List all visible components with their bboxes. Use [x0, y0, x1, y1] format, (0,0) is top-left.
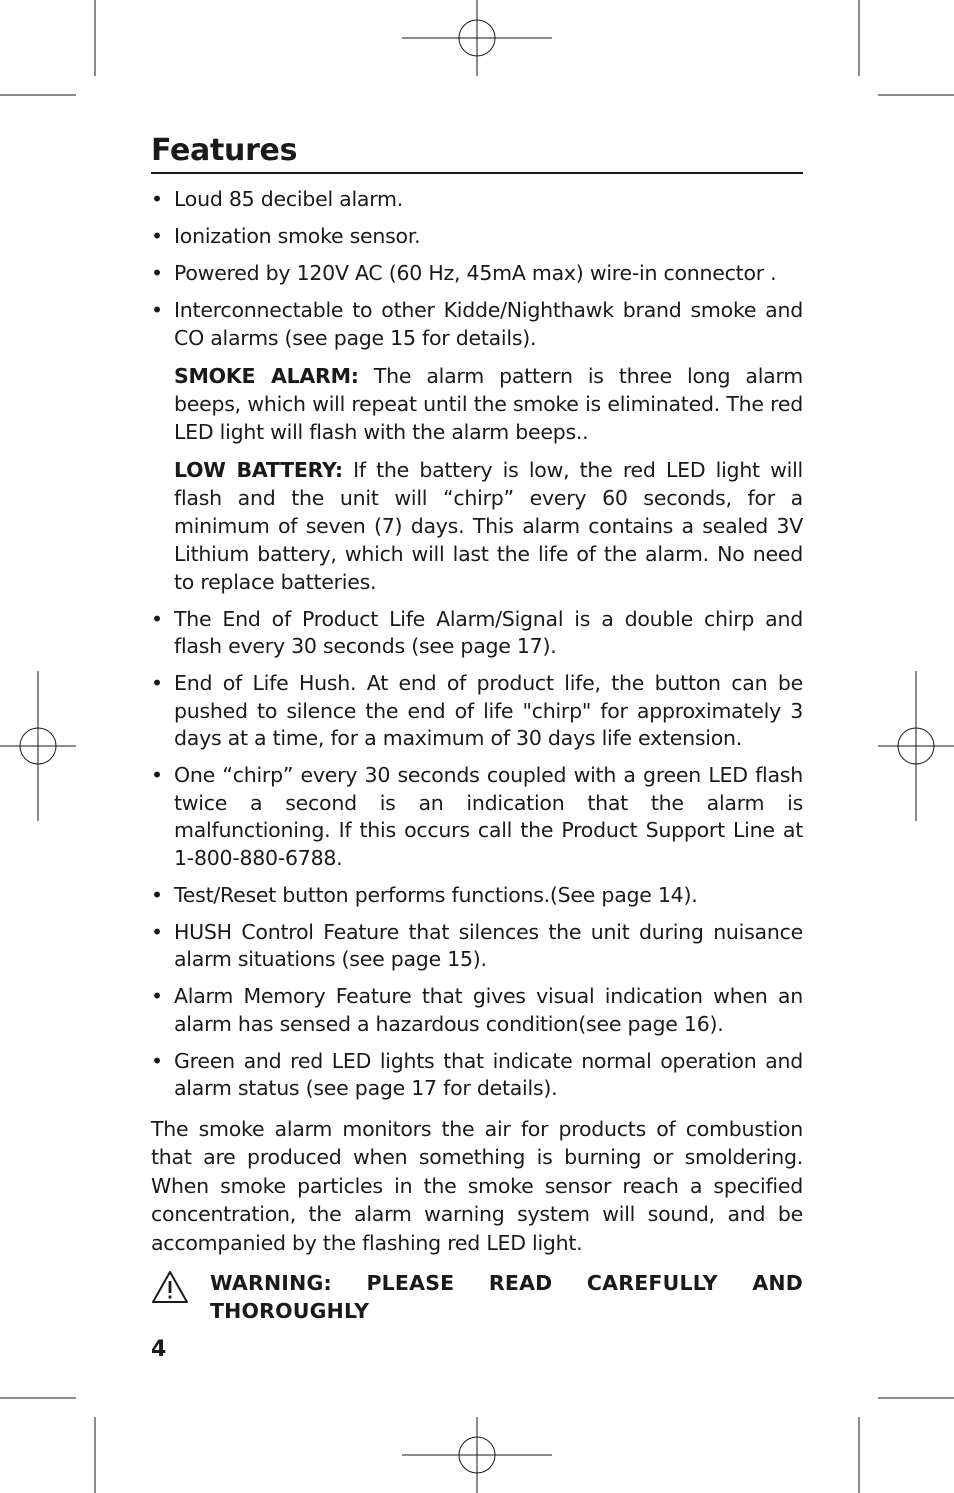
list-item-text: Powered by 120V AC (60 Hz, 45mA max) wire-in connector .: [174, 261, 777, 285]
low-battery-label: LOW BATTERY:: [174, 457, 343, 482]
page-number: 4: [151, 1337, 167, 1362]
warning-text: WARNING: PLEASE READ CAREFULLY AND THOROUGHLY: [210, 1271, 803, 1323]
list-item-text: HUSH Control Feature that silences the unit during nuisance alarm situations (see page 15).: [174, 919, 803, 971]
section-title: Features: [151, 132, 803, 174]
list-item: [151, 186, 803, 214]
bullet: •: [151, 298, 163, 322]
registration-target-top: [402, 0, 552, 76]
list-item-text: End of Life Hush. At end of product life, the button can be pushed to silence the end of life "chirp" for approximately 3 days at a time, for a maximum of 30 days life extension.: [174, 671, 803, 750]
list-item: [151, 762, 803, 872]
list-item: [151, 223, 803, 251]
bullet: •: [151, 187, 163, 211]
list-item: [151, 983, 803, 1038]
bullet: •: [151, 224, 163, 248]
features-list: [151, 186, 803, 352]
warning-notice: [151, 1269, 803, 1325]
bullet: •: [151, 671, 163, 695]
list-item-text: Test/Reset button performs functions.(See page 14).: [174, 882, 698, 907]
bullet: •: [151, 919, 163, 944]
warning-triangle-icon: [151, 1270, 189, 1304]
bullet: •: [151, 261, 163, 285]
registration-target-left: [0, 671, 76, 821]
description-paragraph: The smoke alarm monitors the air for products of combustion that are produced when something is burning or smoldering. When smoke particles in the smoke sensor reach a specified concentration, the alarm warning system will sound, and be accompanied by the flashing red LED light.: [151, 1116, 803, 1255]
bullet: •: [151, 763, 163, 787]
bullet: •: [151, 984, 163, 1008]
registration-target-right: [878, 671, 954, 821]
features-section: [151, 132, 803, 1325]
bullet: •: [151, 882, 163, 907]
list-item: [151, 882, 803, 910]
list-item: [151, 1048, 803, 1103]
smoke-alarm-text: The alarm pattern is three long alarm beeps, which will repeat until the smoke is eliminated. The red LED light will flash with the alarm beeps..: [174, 363, 803, 444]
list-item: [151, 260, 803, 288]
features-list-continued: [151, 606, 803, 1103]
bullet: •: [151, 1048, 163, 1073]
list-item-text: One “chirp” every 30 seconds coupled with a green LED flash twice a second is an indication that the alarm is malfunctioning. If this occurs call the Product Support Line at 1-800-880-6788.: [174, 763, 803, 870]
smoke-alarm-paragraph: [151, 362, 803, 446]
list-item: [151, 919, 803, 974]
list-item-text: Ionization smoke sensor.: [174, 224, 421, 248]
list-item: [151, 670, 803, 753]
registration-target-bottom: [402, 1417, 552, 1493]
low-battery-text: If the battery is low, the red LED light will flash and the unit will “chirp” every 60 seconds, for a minimum of seven (7) days. This alarm contains a sealed 3V Lithium battery, which will last the life of the alarm. No need to replace batteries.: [174, 457, 803, 594]
list-item: [151, 606, 803, 661]
list-item-text: Interconnectable to other Kidde/Nighthawk brand smoke and CO alarms (see page 15 for details).: [174, 298, 803, 350]
list-item: [151, 297, 803, 352]
bullet: •: [151, 606, 163, 631]
smoke-alarm-label: SMOKE ALARM:: [174, 363, 359, 388]
low-battery-paragraph: [151, 456, 803, 596]
list-item-text: Alarm Memory Feature that gives visual indication when an alarm has sensed a hazardous condition(see page 16).: [174, 984, 803, 1036]
list-item-text: Green and red LED lights that indicate normal operation and alarm status (see page 17 for details).: [174, 1048, 803, 1100]
list-item-text: The End of Product Life Alarm/Signal is a double chirp and flash every 30 seconds (see page 17).: [174, 606, 803, 658]
list-item-text: Loud 85 decibel alarm.: [174, 187, 404, 211]
